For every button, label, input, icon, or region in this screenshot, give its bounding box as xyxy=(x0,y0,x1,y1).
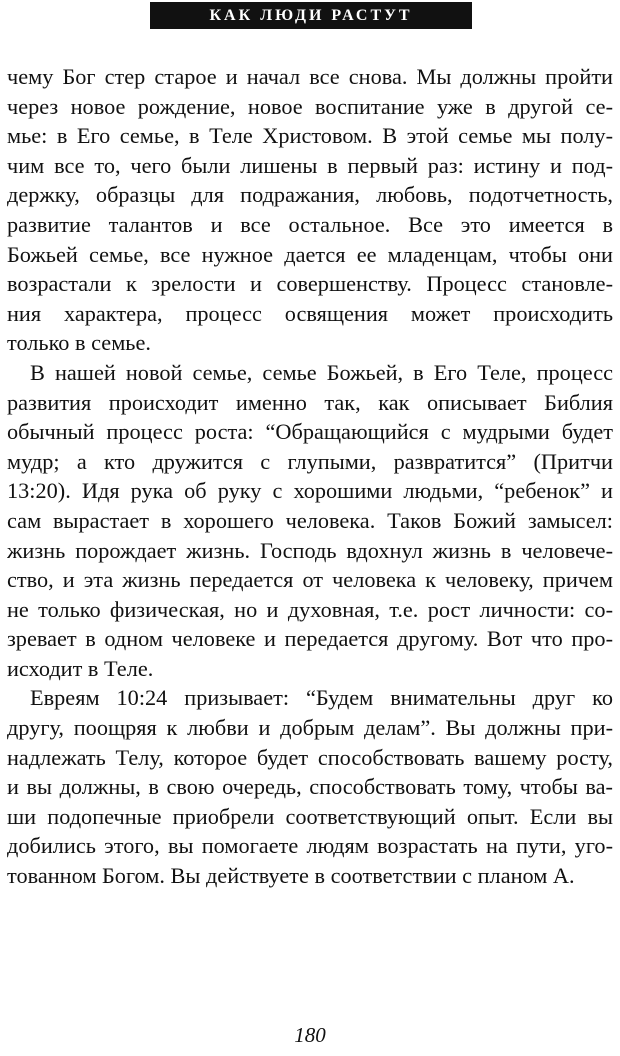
text-line: мудр; а кто дружится с глупыми, развратится” (Притчи xyxy=(7,448,613,474)
text-line: исходит в Теле. xyxy=(7,655,154,681)
text-line: держку, образцы для подражания, любовь, подотчетность, xyxy=(7,182,613,208)
text-line: развитие талантов и все остальное. Все это имеется в xyxy=(7,211,613,237)
text-line: зревает в одном человеке и передается другому. Вот что про- xyxy=(7,626,613,652)
text-line: через новое рождение, новое воспитание уже в другой се- xyxy=(7,93,613,119)
text-line: надлежать Телу, которое будет способствовать вашему росту, xyxy=(7,744,613,770)
text-line: обычный процесс роста: “Обращающийся с мудрыми будет xyxy=(7,419,613,445)
text-line: возрастали к зрелости и совершенству. Процесс становле- xyxy=(7,271,613,297)
text-line: ство, и эта жизнь передается от человека к человеку, причем xyxy=(7,567,613,593)
text-line: 13:20). Идя рука об руку с хорошими людьми, “ребенок” и xyxy=(7,478,613,504)
text-line: сам вырастает в хорошего человека. Таков Божий замысел: xyxy=(7,507,613,533)
text-line: ния характера, процесс освящения может происходить xyxy=(7,300,613,326)
running-header-title: КАК ЛЮДИ РАСТУТ xyxy=(209,6,413,24)
text-line: ши подопечные приобрели соответствующий опыт. Если вы xyxy=(7,803,613,829)
text-line: чему Бог стер старое и начал все снова. Мы должны пройти xyxy=(7,64,613,89)
body-text xyxy=(7,62,613,891)
text-line: Евреям 10:24 призывает: “Будем внимательны друг ко xyxy=(30,685,613,711)
text-line: развития происходит именно так, как описывает Библия xyxy=(7,389,613,415)
text-line: только в семье. xyxy=(7,330,151,356)
text-line: Божьей семье, все нужное дается ее младенцам, чтобы они xyxy=(7,241,613,267)
text-line: и вы должны, в свою очередь, способствовать тому, чтобы ва- xyxy=(7,774,613,800)
text-line: тованном Богом. Вы действуете в соответствии с планом А. xyxy=(7,863,575,889)
page-number: 180 xyxy=(294,1023,326,1047)
text-line: чим все то, чего были лишены в первый раз: истину и под- xyxy=(7,152,613,178)
text-line: не только физическая, но и духовная, т.е. рост личности: со- xyxy=(7,596,613,622)
text-line: В нашей новой семье, семье Божьей, в Его Теле, процесс xyxy=(30,359,613,385)
running-header xyxy=(150,2,472,29)
text-line: другу, поощряя к любви и добрым делам”. Вы должны при- xyxy=(7,715,613,741)
text-line: жизнь порождает жизнь. Господь вдохнул жизнь в человече- xyxy=(7,537,613,563)
text-line: добились этого, вы помогаете людям возрастать на пути, уго- xyxy=(7,833,613,859)
text-line: мье: в Его семье, в Теле Христовом. В этой семье мы полу- xyxy=(7,123,613,149)
